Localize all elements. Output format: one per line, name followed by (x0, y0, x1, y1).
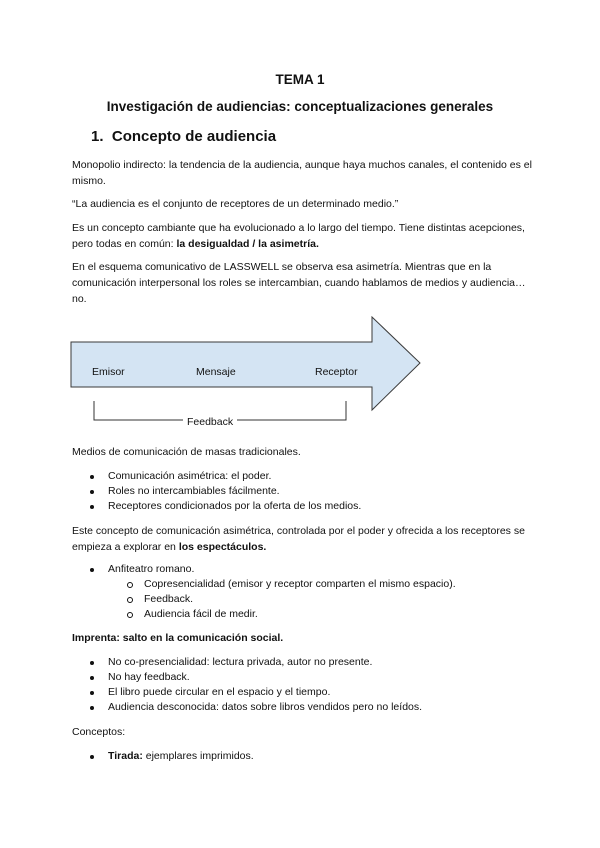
list-item: Comunicación asimétrica: el poder. (72, 469, 532, 484)
paragraph-espectaculos (72, 523, 532, 555)
list-item (72, 749, 532, 764)
document-subtitle: Investigación de audiencias: conceptualizaciones generales (106, 99, 494, 114)
list-subitem: Feedback. (72, 592, 542, 607)
list-medios (72, 469, 532, 514)
paragraph-concepto (72, 220, 532, 252)
paragraph-monopolio: Monopolio indirecto: la tendencia de la audiencia, aunque haya muchos canales, el contenido es el mismo. (72, 159, 532, 187)
concept-term: Tirada: (108, 750, 143, 762)
list-item: Anfiteatro romano. (72, 562, 542, 577)
paragraph-medios: Medios de comunicación de masas tradicionales. (72, 446, 301, 458)
list-item: No co-presencialidad: lectura privada, autor no presente. (72, 655, 542, 670)
mensaje-label: Mensaje (196, 366, 236, 378)
list-conceptos (72, 749, 532, 764)
list-item: El libro puede circular en el espacio y el tiempo. (72, 685, 542, 700)
lasswell-arrow-shape (71, 317, 420, 410)
list-item: Roles no intercambiables fácilmente. (72, 484, 532, 499)
list-subitem: Copresencialidad (emisor y receptor comparten el mismo espacio). (72, 577, 542, 592)
list-item: Receptores condicionados por la oferta de los medios. (72, 499, 532, 514)
paragraph-imprenta: Imprenta: salto en la comunicación social. (72, 632, 284, 644)
lasswell-diagram (70, 316, 422, 434)
section-heading-text: Concepto de audiencia (111, 128, 277, 145)
paragraph-espectaculos-bold: los espectáculos. (178, 541, 267, 553)
list-imprenta (72, 655, 542, 715)
document-title: TEMA 1 (275, 72, 325, 87)
section-number: 1. (91, 128, 104, 145)
emisor-label: Emisor (92, 366, 125, 378)
concept-definition: ejemplares imprimidos. (142, 750, 254, 762)
paragraph-lasswell: En el esquema comunicativo de LASSWELL se observa esa asimetría. Mientras que en la comunicación interpersonal los roles se intercambian, cuando hablamos de medios y audiencia…no. (72, 261, 526, 305)
list-item: Audiencia desconocida: datos sobre libros vendidos pero no leídos. (72, 700, 542, 715)
list-subitem: Audiencia fácil de medir. (72, 607, 542, 622)
paragraph-definicion: “La audiencia es el conjunto de receptores de un determinado medio.” (72, 198, 399, 210)
paragraph-conceptos: Conceptos: (72, 726, 126, 738)
list-espectaculos (72, 562, 542, 622)
receptor-label: Receptor (315, 366, 358, 378)
list-item: No hay feedback. (72, 670, 542, 685)
paragraph-concepto-bold: la desigualdad / la asimetría. (176, 238, 319, 250)
paragraph-concepto-text: Es un concepto cambiante que ha evolucionado a lo largo del tiempo. Tiene distintas acepciones, pero todas en común: (72, 222, 525, 250)
feedback-label: Feedback (183, 416, 237, 428)
paragraph-espectaculos-text: Este concepto de comunicación asimétrica, controlada por el poder y ofrecida a los receptores se empieza a explorar en (72, 525, 525, 553)
section-heading (91, 128, 276, 145)
